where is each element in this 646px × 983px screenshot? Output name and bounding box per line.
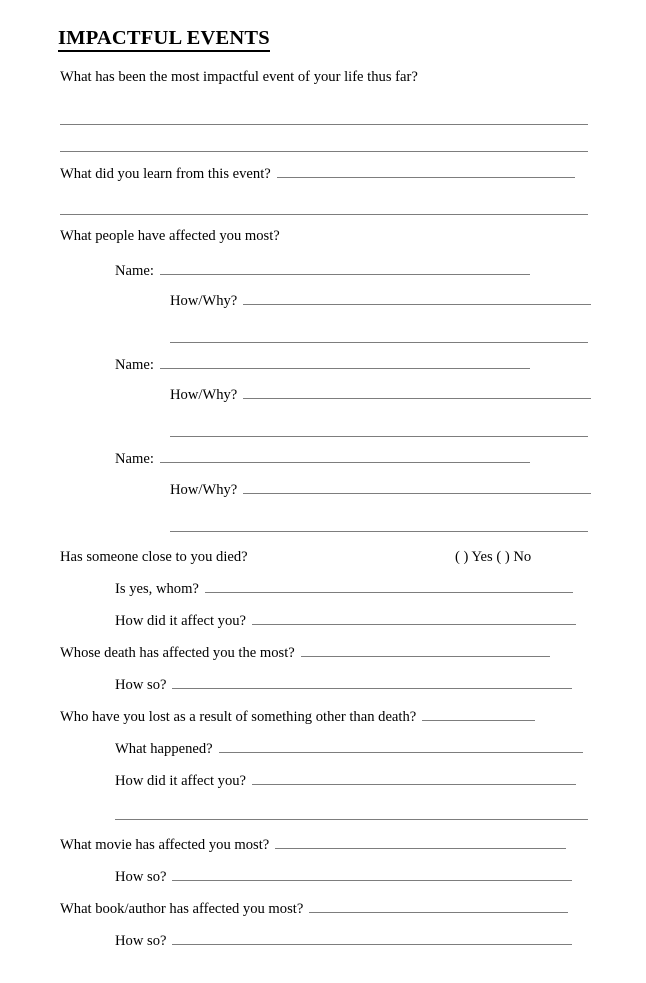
answer-line-q8-book[interactable] bbox=[309, 901, 568, 913]
question-label: Is yes, whom? bbox=[115, 580, 199, 597]
answer-line-q4-whom[interactable] bbox=[205, 581, 573, 593]
name-label: Name: bbox=[115, 450, 154, 467]
person-2-name-input[interactable] bbox=[160, 357, 530, 369]
answer-line-q6-who[interactable] bbox=[422, 709, 535, 721]
answer-line-q6-affect-2[interactable] bbox=[115, 819, 588, 820]
person-3-howwhy-input-1[interactable] bbox=[243, 482, 591, 494]
person-3-howwhy-row bbox=[170, 482, 591, 498]
person-3-name-input[interactable] bbox=[160, 451, 530, 463]
question-lost-other-than-death bbox=[60, 709, 535, 725]
person-1-howwhy-input-1[interactable] bbox=[243, 293, 591, 305]
question-label: What has been the most impactful event of your life thus far? bbox=[60, 69, 418, 85]
question-label: What people have affected you most? bbox=[60, 228, 280, 244]
question-label: How so? bbox=[115, 676, 167, 693]
question-q7-how-so bbox=[115, 869, 572, 885]
question-label: What happened? bbox=[115, 740, 213, 757]
person-3-howwhy-input-2[interactable] bbox=[170, 531, 588, 532]
person-1-howwhy-input-2[interactable] bbox=[170, 342, 588, 343]
answer-line-q7-howso[interactable] bbox=[172, 869, 572, 881]
answer-line-q2-1[interactable] bbox=[277, 166, 575, 178]
answer-line-q5-whose[interactable] bbox=[301, 645, 550, 657]
howwhy-label: How/Why? bbox=[170, 481, 238, 498]
name-label: Name: bbox=[115, 356, 154, 373]
question-label: How did it affect you? bbox=[115, 612, 247, 629]
answer-line-q2-2[interactable] bbox=[60, 214, 588, 215]
question-what-happened bbox=[115, 741, 583, 757]
answer-line-q5-howso[interactable] bbox=[172, 677, 572, 689]
question-q5-how-so bbox=[115, 677, 572, 693]
question-q6-how-affect bbox=[115, 773, 576, 789]
question-label: How so? bbox=[115, 932, 167, 949]
answer-line-q1-1[interactable] bbox=[60, 124, 588, 125]
question-someone-close-died bbox=[60, 550, 248, 565]
answer-line-q1-2[interactable] bbox=[60, 151, 588, 152]
question-label: Has someone close to you died? bbox=[60, 549, 248, 565]
question-q4-how-affect bbox=[115, 613, 576, 629]
question-label: Who have you lost as a result of something other than death? bbox=[60, 708, 417, 725]
answer-line-q6-happened[interactable] bbox=[219, 741, 583, 753]
question-label: How did it affect you? bbox=[115, 772, 247, 789]
person-2-name-row bbox=[115, 357, 530, 373]
person-1-howwhy-row bbox=[170, 293, 591, 309]
name-label: Name: bbox=[115, 262, 154, 279]
question-if-yes-whom bbox=[115, 581, 573, 597]
howwhy-label: How/Why? bbox=[170, 292, 238, 309]
question-what-book-author bbox=[60, 901, 568, 917]
question-label: How so? bbox=[115, 868, 167, 885]
person-2-howwhy-row bbox=[170, 387, 591, 403]
answer-line-q4-affect[interactable] bbox=[252, 613, 576, 625]
answer-line-q7-movie[interactable] bbox=[275, 837, 566, 849]
question-label: What book/author has affected you most? bbox=[60, 900, 304, 917]
answer-line-q6-affect-1[interactable] bbox=[252, 773, 576, 785]
question-label: Whose death has affected you the most? bbox=[60, 644, 295, 661]
question-whose-death bbox=[60, 645, 550, 661]
answer-line-q8-howso[interactable] bbox=[172, 933, 572, 945]
person-1-name-row bbox=[115, 263, 530, 279]
question-q8-how-so bbox=[115, 933, 572, 949]
page-title: IMPACTFUL EVENTS bbox=[58, 28, 270, 52]
person-2-howwhy-input-1[interactable] bbox=[243, 387, 591, 399]
howwhy-label: How/Why? bbox=[170, 386, 238, 403]
yes-no-option-group[interactable]: ( ) Yes ( ) No bbox=[455, 549, 532, 565]
question-what-did-you-learn bbox=[60, 166, 575, 182]
person-3-name-row bbox=[115, 451, 530, 467]
question-what-people-affected bbox=[60, 229, 280, 244]
question-label: What movie has affected you most? bbox=[60, 836, 270, 853]
person-2-howwhy-input-2[interactable] bbox=[170, 436, 588, 437]
question-label: What did you learn from this event? bbox=[60, 165, 271, 182]
question-most-impactful-event bbox=[60, 70, 418, 85]
question-what-movie bbox=[60, 837, 566, 853]
person-1-name-input[interactable] bbox=[160, 263, 530, 275]
